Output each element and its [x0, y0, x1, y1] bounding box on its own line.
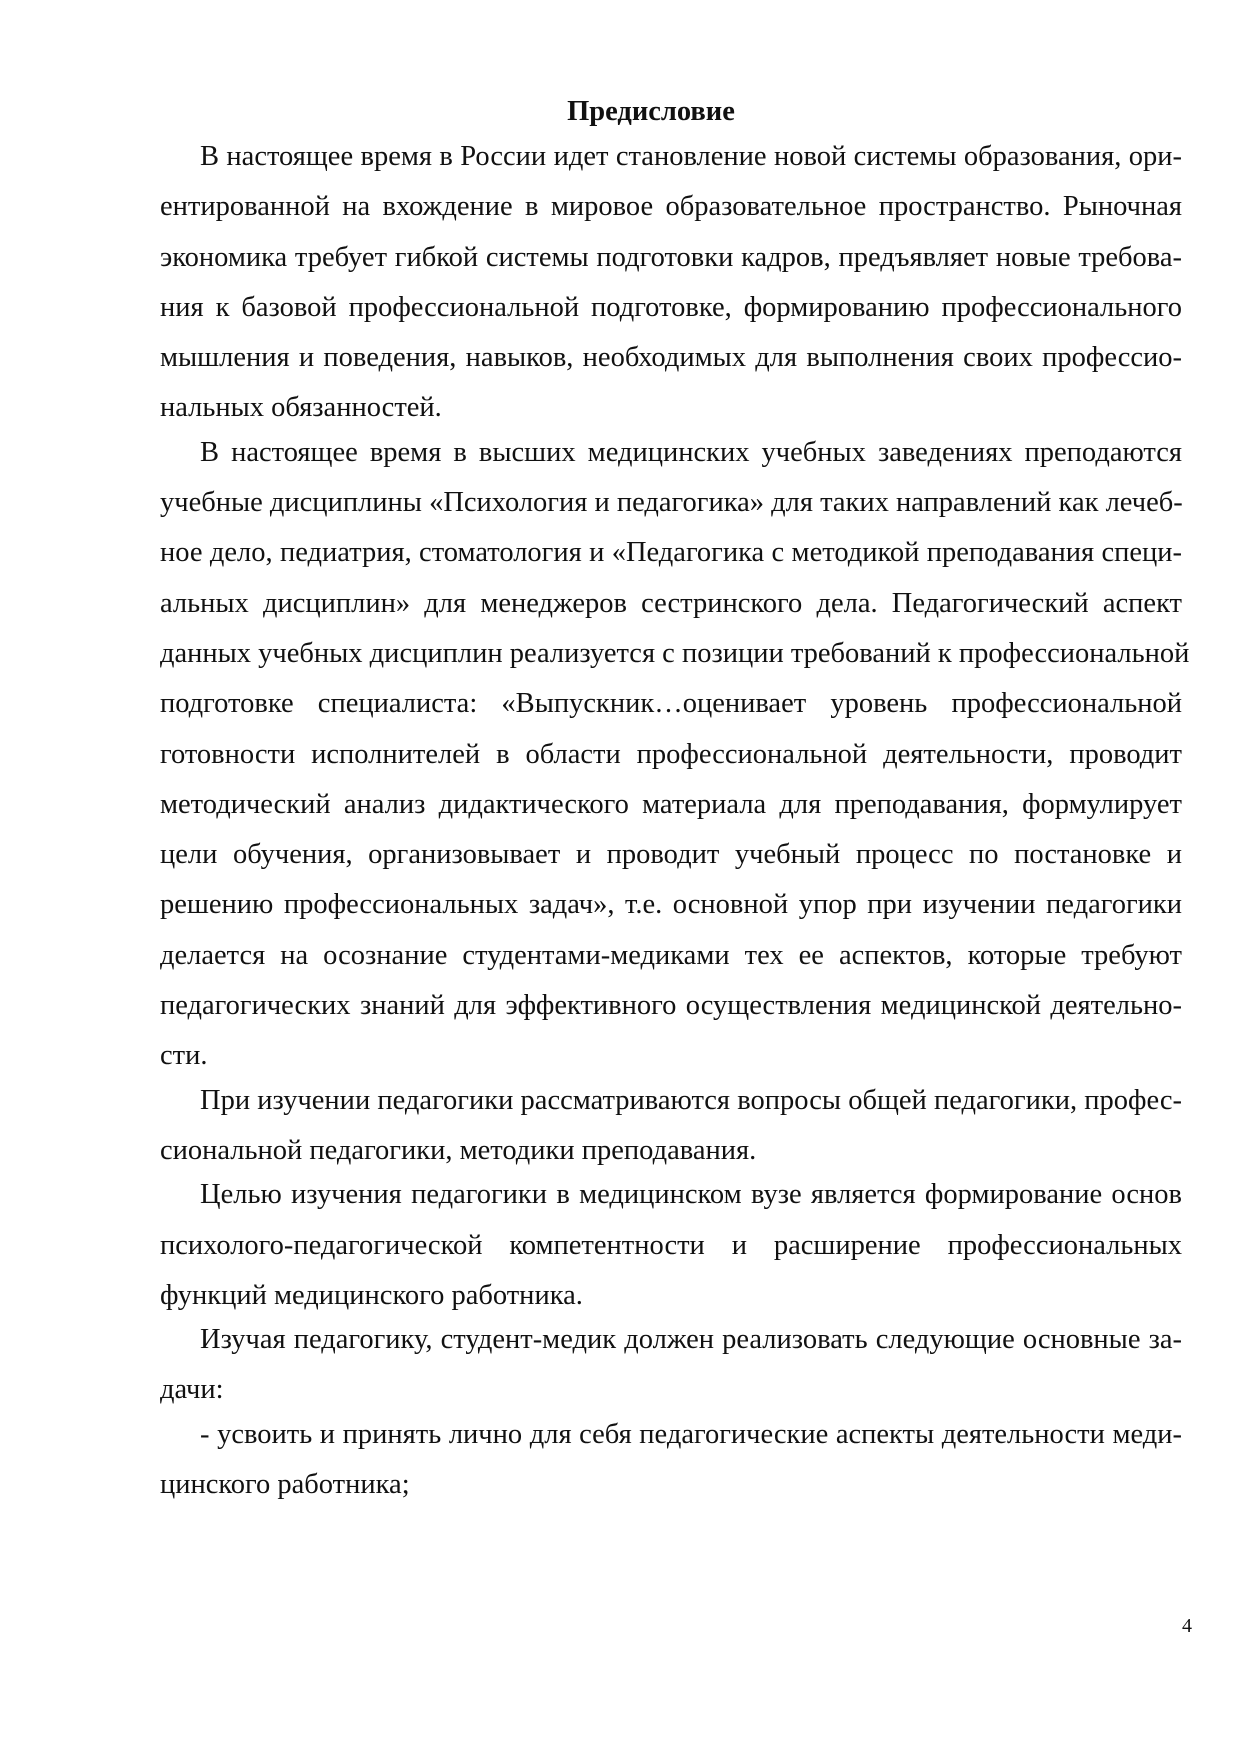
text-line: психолого-педагогической компетентности и расширение профессиональных [160, 1229, 1182, 1261]
text-line: нальных обязанностей. [160, 392, 442, 424]
text-line: Изучая педагогику, студент-медик должен реализовать следующие основные за- [200, 1324, 1182, 1356]
text-line: альных дисциплин» для менеджеров сестринского дела. Педагогический аспект [160, 587, 1182, 619]
text-line: подготовке специалиста: «Выпускник…оценивает уровень профессиональной [160, 688, 1182, 720]
text-line: делается на осознание студентами-медиками тех ее аспектов, которые требуют [160, 939, 1182, 971]
paragraph-6 [120, 1410, 1182, 1511]
paragraph-2 [120, 428, 1190, 1082]
text-line: учебные дисциплины «Психология и педагогика» для таких направлений как лечеб- [160, 487, 1183, 519]
text-line: функций медицинского работника. [160, 1279, 583, 1311]
text-line: цинского работника; [160, 1469, 410, 1501]
page-number: 4 [1182, 1615, 1192, 1637]
text-line: мышления и поведения, навыков, необходимых для выполнения своих профессио- [160, 342, 1182, 374]
text-line: - усвоить и принять лично для себя педагогические аспекты деятельности меди- [200, 1418, 1182, 1450]
page-title: Предисловие [567, 96, 735, 127]
paragraph-5 [120, 1315, 1182, 1416]
text-line: готовности исполнителей в области профессиональной деятельности, проводит [160, 738, 1182, 770]
paragraph-3 [120, 1076, 1182, 1177]
text-line: ентированной на вхождение в мировое образовательное пространство. Рыночная [160, 191, 1182, 223]
text-line: методический анализ дидактического материала для преподавания, формулирует [160, 788, 1182, 820]
text-line: сти. [160, 1040, 208, 1072]
paragraph-4 [120, 1170, 1182, 1321]
text-line: При изучении педагогики рассматриваются вопросы общей педагогики, профес- [200, 1084, 1182, 1116]
text-line: педагогических знаний для эффективного осуществления медицинской деятельно- [160, 990, 1182, 1022]
text-line: решению профессиональных задач», т.е. основной упор при изучении педагогики [160, 889, 1182, 921]
text-line: дачи: [160, 1374, 224, 1406]
text-line: цели обучения, организовывает и проводит учебный процесс по постановке и [160, 839, 1182, 871]
text-line: В настоящее время в высших медицинских учебных заведениях преподаются [200, 436, 1182, 468]
text-line: ния к базовой профессиональной подготовке, формированию профессионального [160, 291, 1182, 323]
text-line: ное дело, педиатрия, стоматология и «Педагогика с методикой преподавания специ- [160, 537, 1182, 569]
paragraph-1 [120, 132, 1182, 434]
text-line: сиональной педагогики, методики преподавания. [160, 1134, 757, 1166]
document-content [120, 92, 1190, 1510]
text-line: В настоящее время в России идет становление новой системы образования, ори- [200, 141, 1182, 172]
text-line: экономика требует гибкой системы подготовки кадров, предъявляет новые требова- [160, 241, 1182, 273]
text-line: данных учебных дисциплин реализуется с позиции требований к профессиональной [160, 637, 1190, 669]
text-line: Целью изучения педагогики в медицинском вузе является формирование основ [200, 1179, 1182, 1211]
